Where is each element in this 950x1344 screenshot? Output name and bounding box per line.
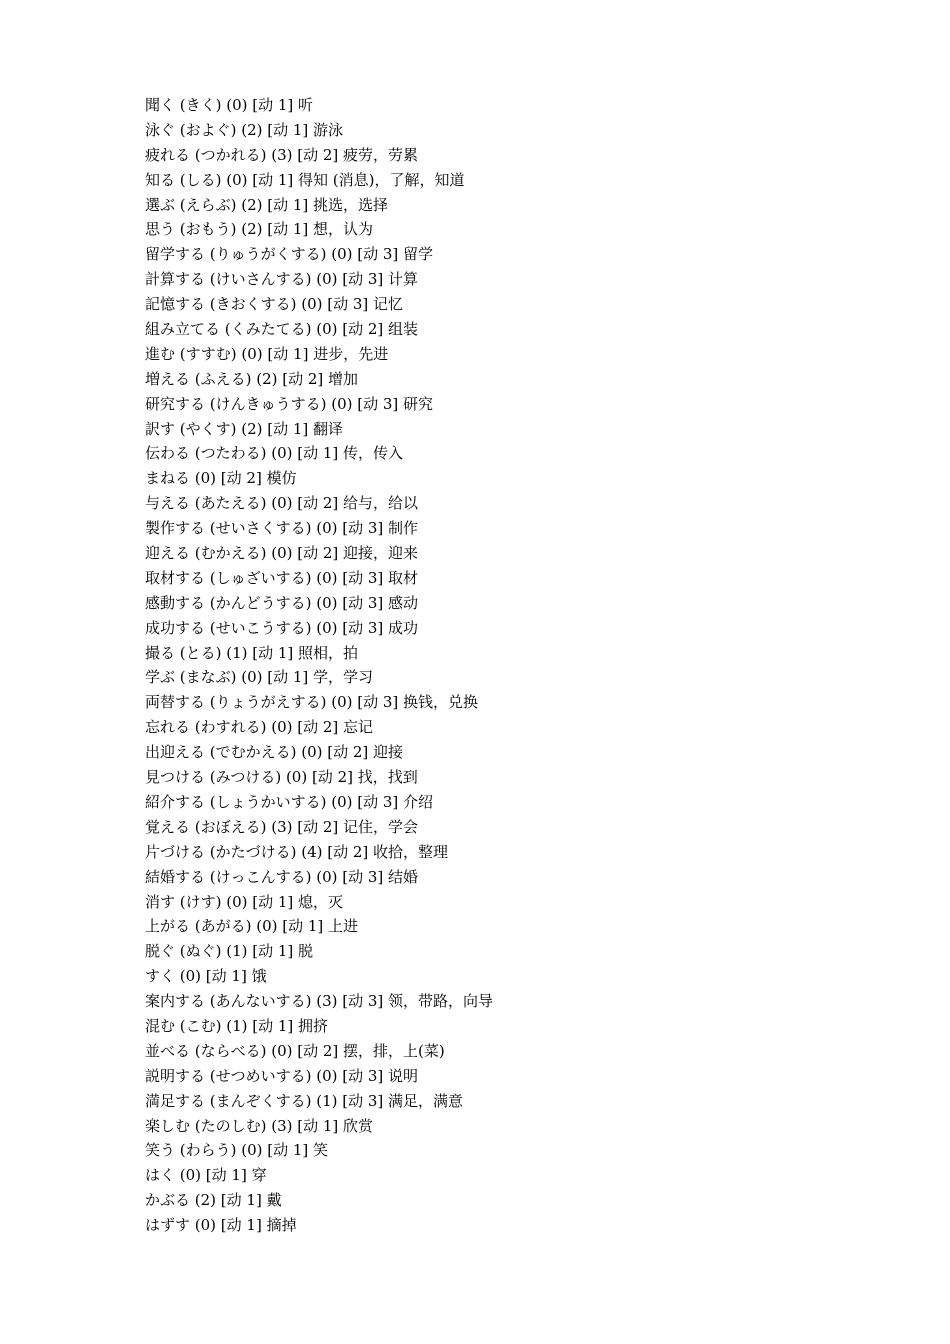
vocab-entry: 上がる (あがる) (0) [动 1] 上进 [145,917,359,936]
vocab-entry: 留学する (りゅうがくする) (0) [动 3] 留学 [145,245,434,264]
vocab-entry: 忘れる (わすれる) (0) [动 2] 忘记 [145,718,374,737]
vocab-entry: 消す (けす) (0) [动 1] 熄，灭 [145,892,344,911]
vocab-entry: 並べる (ならべる) (0) [动 2] 摆，排，上(菜) [145,1041,445,1060]
vocab-entry: 泳ぐ (およぐ) (2) [动 1] 游泳 [145,120,344,139]
vocab-entry: 笑う (わらう) (0) [动 1] 笑 [145,1141,329,1160]
vocab-entry: 学ぶ (まなぶ) (0) [动 1] 学，学习 [145,668,374,687]
vocab-entry: 訳す (やくす) (2) [动 1] 翻译 [145,419,344,438]
vocab-entry: 脱ぐ (ぬぐ) (1) [动 1] 脱 [145,942,314,961]
vocab-entry: 与える (あたえる) (0) [动 2] 给与，给以 [145,494,419,513]
vocab-entry: 結婚する (けっこんする) (0) [动 3] 结婚 [145,867,419,886]
vocab-entry: 伝わる (つたわる) (0) [动 1] 传，传入 [145,444,404,463]
vocab-entry: 感動する (かんどうする) (0) [动 3] 感动 [145,593,419,612]
vocab-entry: 案内する (あんないする) (3) [动 3] 领，带路，向导 [145,992,494,1011]
vocab-entry: 知る (しる) (0) [动 1] 得知 (消息)，了解，知道 [145,170,465,189]
vocab-entry: 楽しむ (たのしむ) (3) [动 1] 欣赏 [145,1116,374,1135]
vocab-entry: 紹介する (しょうかいする) (0) [动 3] 介绍 [145,792,434,811]
vocab-entry: 製作する (せいさくする) (0) [动 3] 制作 [145,519,419,538]
vocab-entry: まねる (0) [动 2] 模仿 [145,469,297,488]
vocab-entry: 疲れる (つかれる) (3) [动 2] 疲劳，劳累 [145,145,419,164]
vocabulary-list [145,93,493,1238]
vocab-entry: すく (0) [动 1] 饿 [145,967,267,986]
vocab-entry: 研究する (けんきゅうする) (0) [动 3] 研究 [145,394,434,413]
vocab-entry: 両替する (りょうがえする) (0) [动 3] 换钱，兑换 [145,693,479,712]
vocab-entry: 混む (こむ) (1) [动 1] 拥挤 [145,1016,329,1035]
vocab-entry: 満足する (まんぞくする) (1) [动 3] 满足，满意 [145,1091,464,1110]
vocab-entry: 記憶する (きおくする) (0) [动 3] 记忆 [145,295,404,314]
vocab-entry: 増える (ふえる) (2) [动 2] 增加 [145,369,359,388]
vocab-entry: 進む (すすむ) (0) [动 1] 进步，先进 [145,344,389,363]
vocab-entry: 組み立てる (くみたてる) (0) [动 2] 组装 [145,320,419,339]
vocab-entry: 撮る (とる) (1) [动 1] 照相，拍 [145,643,359,662]
vocab-entry: かぶる (2) [动 1] 戴 [145,1191,282,1210]
vocab-entry: 出迎える (でむかえる) (0) [动 2] 迎接 [145,743,404,762]
vocab-entry: 説明する (せつめいする) (0) [动 3] 说明 [145,1066,419,1085]
vocab-entry: 迎える (むかえる) (0) [动 2] 迎接，迎来 [145,544,419,563]
vocab-entry: はく (0) [动 1] 穿 [145,1166,267,1185]
vocab-entry: 取材する (しゅざいする) (0) [动 3] 取材 [145,568,419,587]
vocab-entry: 片づける (かたづける) (4) [动 2] 收拾，整理 [145,842,449,861]
vocab-entry: 成功する (せいこうする) (0) [动 3] 成功 [145,618,419,637]
vocab-entry: 覚える (おぼえる) (3) [动 2] 记住，学会 [145,817,419,836]
vocab-entry: はずす (0) [动 1] 摘掉 [145,1216,297,1235]
vocab-entry: 思う (おもう) (2) [动 1] 想，认为 [145,220,374,239]
vocab-entry: 計算する (けいさんする) (0) [动 3] 计算 [145,270,419,289]
vocab-entry: 見つける (みつける) (0) [动 2] 找，找到 [145,768,418,787]
vocab-entry: 聞く (きく) (0) [动 1] 听 [145,96,314,114]
vocab-entry: 選ぶ (えらぶ) (2) [动 1] 挑选，选择 [145,195,389,214]
